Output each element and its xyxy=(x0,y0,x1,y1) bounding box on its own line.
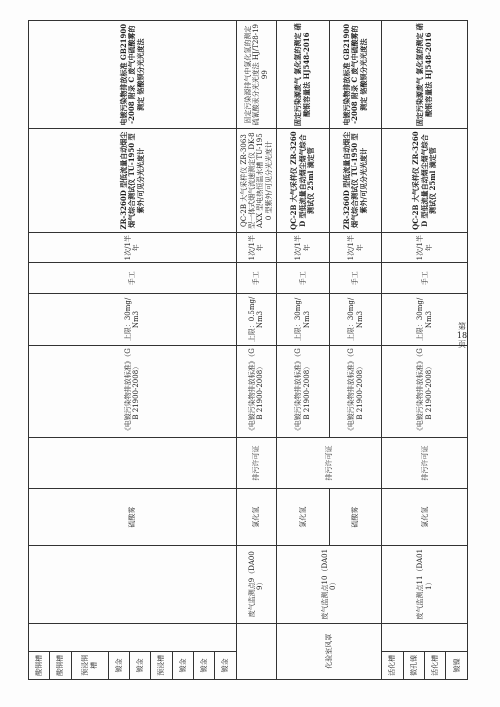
process-group-cell xyxy=(382,623,468,651)
process-cell: 酸铜槽 xyxy=(29,651,50,679)
process-cell: 活化槽 xyxy=(382,651,403,679)
frequency-cell: 1次/1半年 xyxy=(236,232,276,263)
pollutant-cell: 氯化氢 xyxy=(276,489,329,545)
method-cell: 手工 xyxy=(382,263,468,294)
method-cell: 手工 xyxy=(236,263,276,294)
monitor-point-cell xyxy=(29,545,237,623)
standard-cell: 《电镀污染物排放标准》（GB 21900-2008） xyxy=(236,345,276,437)
frequency-cell: 1次/1半年 xyxy=(329,232,382,263)
standard-cell: 《电镀污染物排放标准》（GB 21900-2008） xyxy=(29,345,237,437)
process-cell: 镀金 xyxy=(172,651,193,679)
process-cell: 镀金 xyxy=(130,651,151,679)
process-cell: 化验室风罩 xyxy=(276,623,382,679)
monitor-point-cell: 废气监测点11（DA011） xyxy=(382,545,468,623)
method-cell: 手工 xyxy=(29,263,237,294)
frequency-cell: 1次/1半年 xyxy=(276,232,329,263)
permit-cell: 排污许可证 xyxy=(382,437,468,489)
page-number-suffix: 页 xyxy=(458,339,466,349)
permit-cell: 排污许可证 xyxy=(236,437,276,489)
instrument-cell: QC-2B 大气采样仪 ZR-3260D 型低流量自动烟尘烟气综合测试仪 25ml 滴定管 xyxy=(276,129,329,233)
table-row xyxy=(276,21,329,680)
standard-cell: 《电镀污染物排放标准》（GB 21900-2008） xyxy=(329,345,382,437)
process-cell: 镀金 xyxy=(194,651,215,679)
rotated-table-wrapper xyxy=(28,20,468,680)
analysis-cell: 固定污染源废气 氯化氢的测定 硝酸银容量法 HJ548-2016 xyxy=(382,21,468,129)
process-cell: 预浸铜槽 xyxy=(71,651,108,679)
frequency-cell: 1次/1半年 xyxy=(382,232,468,263)
page-number-prefix: 第 xyxy=(458,322,466,331)
frequency-cell: 1次/1半年 xyxy=(29,232,237,263)
table-row xyxy=(382,21,403,680)
standard-cell: 《电镀污染物排放标准》（GB 21900-2008） xyxy=(276,345,329,437)
pollutant-cell: 氯化氢 xyxy=(382,489,468,545)
monitor-point-cell: 废气监测点10（DA010） xyxy=(276,545,382,623)
page-number xyxy=(455,323,469,349)
instrument-cell: ZR-3260D 型低流量自动烟尘烟气综合测试仪 TU-1950 型紫外/可见分光光度计 xyxy=(329,129,382,233)
limit-cell: 上限：30mg/Nm3 xyxy=(382,294,468,346)
analysis-cell: 固定污染源废气 氯化氢的测定 硝酸银容量法 HJ548-2016 xyxy=(276,21,329,129)
pollutant-cell: 氯化氢 xyxy=(236,489,276,545)
limit-cell: 上限：30mg/Nm3 xyxy=(276,294,329,346)
permit-cell: 排污许可证 xyxy=(276,437,382,489)
process-cell: 镀金 xyxy=(215,651,236,679)
analysis-cell: 固定污染源排气中氯化氢的测定 硫氰酸汞分光光度法 HJ/T28-1999 xyxy=(236,21,276,129)
process-cell: 镀镍 xyxy=(446,651,468,679)
process-cell: 活化槽 xyxy=(425,651,446,679)
process-cell xyxy=(236,623,276,679)
standard-cell: 《电镀污染物排放标准》（GB 21900-2008） xyxy=(382,345,468,437)
process-cell: 酸铜槽 xyxy=(50,651,71,679)
pollutant-cell: 硫酸雾 xyxy=(329,489,382,545)
instrument-cell: ZR-3260D 型低流量自动烟尘烟气综合测试仪 TU-1950 型紫外/可见分光光度计 xyxy=(29,129,237,233)
method-cell: 手工 xyxy=(276,263,329,294)
analysis-cell: 电镀污染物排放标准 GB21900-2008 附录 C 废气中硫酸雾的测定 铬酸钡分光光度法 xyxy=(29,21,237,129)
pollutant-cell: 硫酸雾 xyxy=(29,489,237,545)
permit-cell xyxy=(29,437,237,489)
limit-cell: 上限：30mg/Nm3 xyxy=(29,294,237,346)
limit-cell: 上限：0.5mg/Nm3 xyxy=(236,294,276,346)
instrument-cell: QC-2B 大气采样仪 ZR-3260D 型低流量自动烟尘烟气综合测试仪 25ml 滴定管 xyxy=(382,129,468,233)
method-cell: 手工 xyxy=(329,263,382,294)
monitoring-table xyxy=(28,20,468,680)
table-row xyxy=(236,21,276,680)
process-cell: 微孔镍 xyxy=(403,651,424,679)
monitor-point-cell: 废气监测点9（DA009） xyxy=(236,545,276,623)
process-group-cell xyxy=(29,623,237,651)
analysis-cell: 电镀污染物排放标准 GB21900-2008 附录 C 废气中硫酸雾的测定 铬酸钡分光光度法 xyxy=(329,21,382,129)
instrument-cell: QC-2B 大气采样仪 ZR-3063 型一体式烟气流速测定仪 DK-8AXX 型电热恒温水槽 TU-1950 型紫外/可见分光光度计 xyxy=(236,129,276,233)
process-cell: 预浸槽 xyxy=(151,651,172,679)
limit-cell: 上限：30mg/Nm3 xyxy=(329,294,382,346)
process-cell: 镀金 xyxy=(108,651,129,679)
page-number-value: 18 xyxy=(456,330,468,340)
table-row xyxy=(29,21,50,680)
